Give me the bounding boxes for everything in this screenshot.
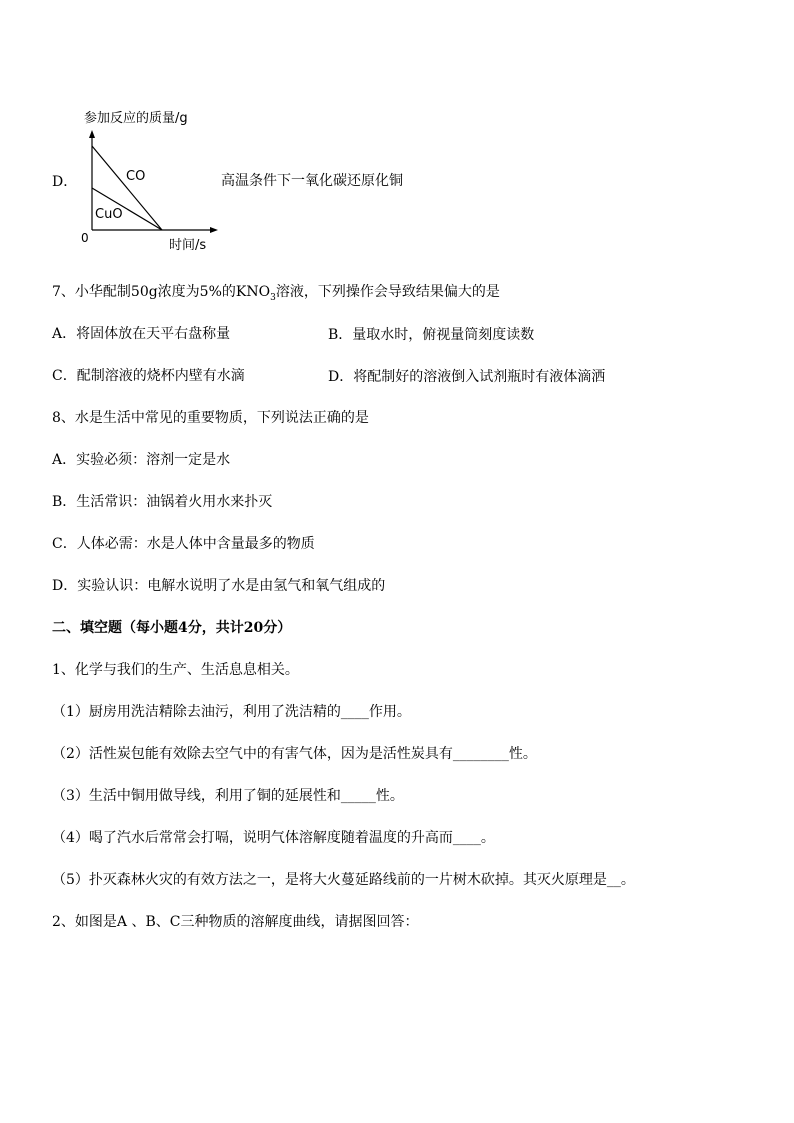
reaction-mass-graph xyxy=(74,106,224,256)
q7-stem-post: 溶液，下列操作会导致结果偏大的是 xyxy=(275,284,500,300)
y-axis-arrow xyxy=(89,130,95,138)
fill1-item-1: （1）厨房用洗洁精除去油污，利用了洗洁精的____作用。 xyxy=(52,704,411,720)
fill1-item-3: （3）生活中铜用做导线，利用了铜的延展性和_____性。 xyxy=(52,788,404,804)
fill1-item-2: （2）活性炭包能有效除去空气中的有害气体，因为是活性炭具有________性。 xyxy=(52,746,537,762)
q7-option-a: A．将固体放在天平右盘称量 xyxy=(52,326,231,342)
q7-option-c: C．配制溶液的烧杯内壁有水滴 xyxy=(52,368,245,384)
q8-option-b: B．生活常识：油锅着火用水来扑灭 xyxy=(52,494,273,510)
cuo-label: CuO xyxy=(95,207,123,222)
q8-option-a: A．实验必须：溶剂一定是水 xyxy=(52,452,231,468)
option-d-label: D． xyxy=(52,174,78,190)
co-label: CO xyxy=(126,169,146,184)
x-axis-label: 时间/s xyxy=(169,238,207,253)
y-axis-label: 参加反应的质量/g xyxy=(84,111,188,126)
figure-caption: 高温条件下一氧化碳还原化铜 xyxy=(221,173,403,189)
section-title: 二、填空题（每小题4分，共计20分） xyxy=(52,620,292,636)
q7-option-d: D．将配制好的溶液倒入试剂瓶时有液体滴洒 xyxy=(328,369,606,385)
q8-option-c: C．人体必需：水是人体中含量最多的物质 xyxy=(52,536,315,552)
q7-stem-sub: 3 xyxy=(270,292,276,303)
fill1-stem: 1、化学与我们的生产、生活息息相关。 xyxy=(52,662,299,678)
origin-label: 0 xyxy=(81,231,89,245)
fill2-stem: 2、如图是A 、B、C三种物质的溶解度曲线，请据图回答： xyxy=(52,914,419,930)
q7-stem xyxy=(52,282,500,308)
q8-option-d: D．实验认识：电解水说明了水是由氢气和氧气组成的 xyxy=(52,578,386,594)
fill1-item-5: （5）扑灭森林火灾的有效方法之一，是将大火蔓延路线前的一片树木砍掉。其灭火原理是__。 xyxy=(52,872,635,888)
q7-option-b: B．量取水时，俯视量筒刻度读数 xyxy=(328,327,535,343)
q8-stem: 8、水是生活中常见的重要物质，下列说法正确的是 xyxy=(52,410,369,426)
q7-stem-pre: 7、小华配制50g浓度为5%的KNO xyxy=(52,284,271,300)
x-axis-arrow xyxy=(210,227,218,233)
fill1-item-4: （4）喝了汽水后常常会打嗝，说明气体溶解度随着温度的升高而____。 xyxy=(52,830,495,846)
